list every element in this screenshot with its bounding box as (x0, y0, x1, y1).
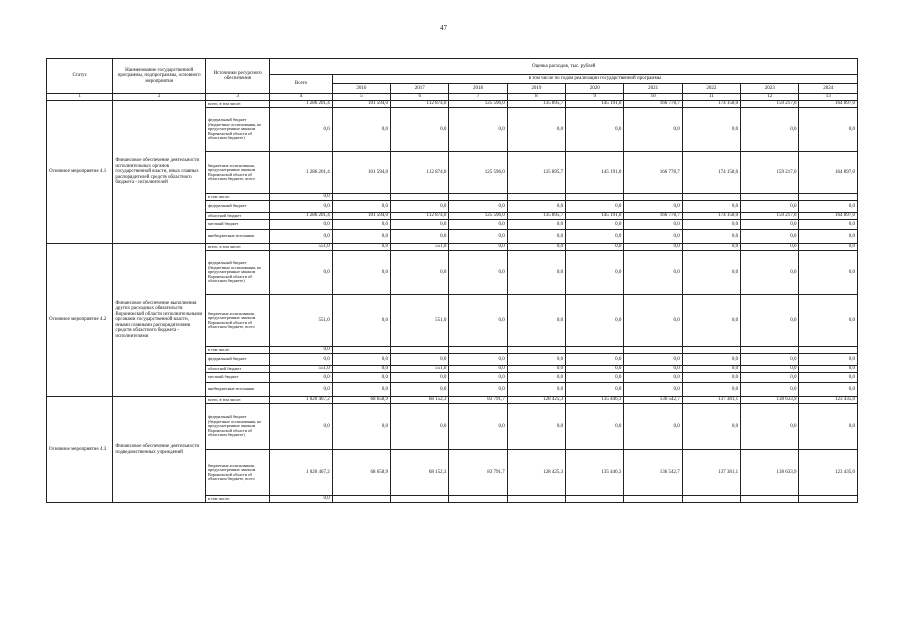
amount-year: 0,0 (507, 244, 565, 251)
amount-year: 166 778,7 (624, 152, 682, 194)
amount-year: 0,0 (624, 220, 682, 230)
amount-year: 0,0 (741, 404, 799, 450)
amount-year: 0,0 (507, 373, 565, 383)
amount-total: 0,0 (270, 201, 332, 213)
header-year: 2022 (682, 84, 740, 94)
amount-year: 135 895,7 (507, 213, 565, 220)
header-estimate: Оценка расходов, тыс. рублей (270, 59, 858, 75)
amount-year: 166 778,7 (624, 101, 682, 108)
table-row (47, 101, 858, 108)
amount-year: 166 778,7 (624, 213, 682, 220)
amount-year: 0,0 (741, 295, 799, 347)
amount-year (391, 194, 449, 201)
amount-year (332, 496, 390, 503)
amount-year: 0,0 (566, 383, 624, 397)
amount-year: 138 633,9 (741, 397, 799, 404)
amount-year: 0,0 (741, 230, 799, 244)
amount-year: 551,0 (391, 366, 449, 373)
amount-year: 0,0 (682, 251, 740, 295)
funding-source: бюджетные ассигнования, предусмотренные законом Воронежской области об областном бюджете, всего (205, 450, 269, 496)
amount-year: 0,0 (566, 404, 624, 450)
amount-year: 0,0 (741, 108, 799, 152)
amount-year: 68 152,3 (391, 450, 449, 496)
amount-year: 0,0 (682, 354, 740, 366)
amount-total: 0,0 (270, 347, 332, 354)
amount-year: 0,0 (566, 295, 624, 347)
amount-year: 123 435,0 (799, 450, 858, 496)
amount-year (332, 347, 390, 354)
budget-body (47, 101, 858, 503)
amount-year: 0,0 (391, 220, 449, 230)
amount-total: 0,0 (270, 354, 332, 366)
amount-year: 0,0 (391, 201, 449, 213)
amount-year (507, 496, 565, 503)
table-row (47, 244, 858, 251)
amount-year (682, 347, 740, 354)
amount-year: 0,0 (682, 201, 740, 213)
amount-year: 174 158,0 (682, 101, 740, 108)
amount-year: 164 897,0 (799, 152, 858, 194)
amount-year: 0,0 (449, 404, 507, 450)
column-number: 8 (507, 94, 565, 101)
amount-year: 0,0 (682, 108, 740, 152)
column-number: 6 (391, 94, 449, 101)
amount-year: 0,0 (624, 366, 682, 373)
amount-year: 145 191,0 (566, 213, 624, 220)
amount-year: 0,0 (566, 244, 624, 251)
amount-year: 135 446,3 (566, 450, 624, 496)
amount-year: 0,0 (507, 295, 565, 347)
amount-year: 0,0 (332, 295, 390, 347)
amount-year: 0,0 (741, 383, 799, 397)
amount-year: 0,0 (507, 108, 565, 152)
funding-source: областной бюджет (205, 366, 269, 373)
amount-year: 0,0 (391, 354, 449, 366)
amount-year: 0,0 (332, 383, 390, 397)
amount-year: 0,0 (624, 230, 682, 244)
header-year: 2020 (566, 84, 624, 94)
amount-year: 0,0 (332, 251, 390, 295)
funding-source: федеральный бюджет (205, 201, 269, 213)
amount-year (449, 347, 507, 354)
amount-year (449, 496, 507, 503)
header-year: 2018 (449, 84, 507, 94)
amount-year: 0,0 (799, 108, 858, 152)
amount-year (741, 496, 799, 503)
header-year: 2016 (332, 84, 390, 94)
amount-year (391, 347, 449, 354)
amount-year: 0,0 (799, 366, 858, 373)
funding-source: местный бюджет (205, 373, 269, 383)
funding-source: федеральный бюджет (бюджетные ассигнования, не предусмотренные законом Воронежской области об областном бюджете) (205, 108, 269, 152)
amount-year: 0,0 (332, 230, 390, 244)
header-status: Статус (47, 59, 113, 94)
amount-total: 0,0 (270, 230, 332, 244)
amount-year: 0,0 (332, 373, 390, 383)
funding-source: в том числе: (205, 194, 269, 201)
amount-year: 0,0 (799, 404, 858, 450)
header-year: 2023 (741, 84, 799, 94)
amount-year (799, 347, 858, 354)
amount-year: 0,0 (566, 366, 624, 373)
amount-year: 0,0 (507, 383, 565, 397)
amount-year (566, 496, 624, 503)
amount-year: 0,0 (799, 220, 858, 230)
amount-year: 0,0 (682, 404, 740, 450)
amount-year: 0,0 (507, 354, 565, 366)
amount-year: 0,0 (741, 201, 799, 213)
header-year: 2017 (391, 84, 449, 94)
amount-year: 135 895,7 (507, 101, 565, 108)
column-number: 10 (624, 94, 682, 101)
column-number: 5 (332, 94, 390, 101)
header-by-years: в том числе по годам реализации государственной программы (332, 75, 857, 84)
amount-year: 0,0 (332, 366, 390, 373)
amount-year: 128 425,3 (507, 450, 565, 496)
amount-year: 0,0 (391, 383, 449, 397)
amount-year: 0,0 (332, 108, 390, 152)
section-status: Основное мероприятие 4.2 (47, 244, 113, 397)
amount-year: 0,0 (799, 354, 858, 366)
amount-year: 112 874,0 (391, 152, 449, 194)
amount-year: 0,0 (741, 366, 799, 373)
column-number: 2 (113, 94, 206, 101)
amount-year: 0,0 (332, 404, 390, 450)
amount-year: 0,0 (449, 373, 507, 383)
amount-total: 551,0 (270, 244, 332, 251)
amount-year: 0,0 (449, 383, 507, 397)
amount-year: 0,0 (507, 220, 565, 230)
header-total: Всего (270, 75, 332, 94)
amount-year: 0,0 (799, 244, 858, 251)
amount-year: 136 542,7 (624, 397, 682, 404)
amount-year: 0,0 (449, 230, 507, 244)
amount-year: 112 874,0 (391, 213, 449, 220)
amount-year: 0,0 (449, 220, 507, 230)
amount-year (682, 496, 740, 503)
amount-year: 0,0 (799, 230, 858, 244)
amount-year: 0,0 (624, 108, 682, 152)
column-number: 9 (566, 94, 624, 101)
funding-source: местный бюджет (205, 220, 269, 230)
amount-year: 0,0 (682, 366, 740, 373)
amount-year: 0,0 (507, 366, 565, 373)
amount-total: 1 286 201,4 (270, 152, 332, 194)
funding-source: внебюджетные источники (205, 383, 269, 397)
amount-year: 0,0 (682, 244, 740, 251)
amount-year: 0,0 (449, 251, 507, 295)
amount-year: 159 217,0 (741, 213, 799, 220)
column-number: 13 (799, 94, 858, 101)
amount-year: 0,0 (566, 251, 624, 295)
amount-year (566, 347, 624, 354)
amount-total: 0,0 (270, 108, 332, 152)
amount-total: 1 020 467,2 (270, 450, 332, 496)
amount-year: 125 596,0 (449, 152, 507, 194)
amount-year: 68 152,3 (391, 397, 449, 404)
funding-source: всего, в том числе: (205, 397, 269, 404)
amount-total: 0,0 (270, 194, 332, 201)
column-number: 1 (47, 94, 113, 101)
funding-source: всего, в том числе: (205, 101, 269, 108)
column-number: 11 (682, 94, 740, 101)
amount-year: 137 381,1 (682, 450, 740, 496)
amount-total: 0,0 (270, 383, 332, 397)
amount-total: 551,0 (270, 366, 332, 373)
column-number: 3 (205, 94, 269, 101)
amount-year: 135 895,7 (507, 152, 565, 194)
amount-year: 164 897,0 (799, 101, 858, 108)
amount-year: 0,0 (624, 244, 682, 251)
amount-year: 0,0 (507, 404, 565, 450)
amount-year: 0,0 (566, 354, 624, 366)
amount-year: 145 191,0 (566, 101, 624, 108)
amount-year: 0,0 (391, 230, 449, 244)
amount-year: 0,0 (741, 220, 799, 230)
funding-source: федеральный бюджет (бюджетные ассигнования, не предусмотренные законом Воронежской области об областном бюджете) (205, 251, 269, 295)
amount-year (566, 194, 624, 201)
amount-year: 0,0 (799, 251, 858, 295)
amount-year: 0,0 (682, 230, 740, 244)
section-name: Финансовое обеспечение деятельности исполнительных органов государственной власти, иных главных распорядителей средств областного бюджета - исполнителей (113, 101, 206, 244)
amount-total: 1 286 201,4 (270, 101, 332, 108)
amount-total: 0,0 (270, 496, 332, 503)
amount-year: 0,0 (449, 354, 507, 366)
amount-year: 0,0 (332, 244, 390, 251)
section-status: Основное мероприятие 4.1 (47, 101, 113, 244)
amount-year: 128 425,3 (507, 397, 565, 404)
amount-year (449, 194, 507, 201)
amount-year: 0,0 (391, 108, 449, 152)
amount-year: 145 191,0 (566, 152, 624, 194)
amount-year: 0,0 (799, 373, 858, 383)
amount-year (741, 347, 799, 354)
amount-year: 0,0 (566, 201, 624, 213)
amount-total: 0,0 (270, 220, 332, 230)
amount-year: 0,0 (624, 404, 682, 450)
amount-year (682, 194, 740, 201)
header-year: 2019 (507, 84, 565, 94)
amount-year: 0,0 (332, 354, 390, 366)
section-name: Финансовое обеспечение деятельности подведомственных учреждений (113, 397, 206, 503)
amount-year: 0,0 (624, 383, 682, 397)
amount-year: 0,0 (799, 295, 858, 347)
amount-year: 0,0 (566, 230, 624, 244)
amount-year: 68 658,9 (332, 397, 390, 404)
amount-year: 0,0 (449, 295, 507, 347)
amount-year: 0,0 (449, 201, 507, 213)
amount-year: 83 791,7 (449, 450, 507, 496)
amount-year: 68 658,9 (332, 450, 390, 496)
amount-year: 0,0 (624, 251, 682, 295)
amount-year: 101 594,0 (332, 101, 390, 108)
amount-year (799, 496, 858, 503)
column-number: 7 (449, 94, 507, 101)
amount-year: 0,0 (741, 244, 799, 251)
amount-year: 136 542,7 (624, 450, 682, 496)
budget-table (46, 58, 858, 503)
amount-year: 0,0 (566, 108, 624, 152)
amount-year: 551,0 (391, 244, 449, 251)
amount-total: 0,0 (270, 373, 332, 383)
amount-year: 159 217,0 (741, 152, 799, 194)
amount-year (332, 194, 390, 201)
amount-year: 0,0 (507, 230, 565, 244)
funding-source: внебюджетные источники (205, 230, 269, 244)
amount-total: 0,0 (270, 251, 332, 295)
header-year: 2021 (624, 84, 682, 94)
amount-year: 83 791,7 (449, 397, 507, 404)
amount-year: 0,0 (741, 354, 799, 366)
amount-year: 0,0 (391, 404, 449, 450)
section-status: Основное мероприятие 4.3 (47, 397, 113, 503)
page-number: 47 (440, 24, 447, 32)
funding-source: в том числе: (205, 496, 269, 503)
amount-year: 0,0 (449, 244, 507, 251)
amount-year: 551,0 (391, 295, 449, 347)
amount-year: 101 594,0 (332, 152, 390, 194)
section-name: Финансовое обеспечение выполнения других расходных обязательств Воронежской области исполнительными органами государственной власти, иными главными распорядителями средств областного бюджета - исполнителями (113, 244, 206, 397)
amount-year: 135 446,3 (566, 397, 624, 404)
amount-year: 174 158,0 (682, 213, 740, 220)
amount-year (799, 194, 858, 201)
amount-year: 0,0 (624, 373, 682, 383)
amount-year: 138 633,9 (741, 450, 799, 496)
amount-year: 159 217,0 (741, 101, 799, 108)
funding-source: бюджетные ассигнования, предусмотренные законом Воронежской области об областном бюджете, всего (205, 152, 269, 194)
amount-year (507, 347, 565, 354)
amount-year: 0,0 (624, 354, 682, 366)
amount-year: 0,0 (391, 373, 449, 383)
funding-source: бюджетные ассигнования, предусмотренные законом Воронежской области об областном бюджете, всего (205, 295, 269, 347)
amount-year: 123 435,0 (799, 397, 858, 404)
amount-year: 0,0 (566, 220, 624, 230)
amount-year: 125 596,0 (449, 213, 507, 220)
amount-year (741, 194, 799, 201)
amount-total: 551,0 (270, 295, 332, 347)
amount-year: 0,0 (799, 201, 858, 213)
amount-year: 0,0 (624, 201, 682, 213)
amount-year: 0,0 (741, 373, 799, 383)
funding-source: областной бюджет (205, 213, 269, 220)
amount-total: 1 286 201,4 (270, 213, 332, 220)
amount-year: 0,0 (332, 220, 390, 230)
amount-year: 0,0 (799, 383, 858, 397)
amount-year: 174 158,0 (682, 152, 740, 194)
amount-year: 0,0 (682, 295, 740, 347)
column-number: 12 (741, 94, 799, 101)
amount-year: 112 874,0 (391, 101, 449, 108)
amount-year: 137 381,1 (682, 397, 740, 404)
amount-year (391, 496, 449, 503)
amount-total: 0,0 (270, 404, 332, 450)
amount-year (507, 194, 565, 201)
amount-year: 0,0 (624, 295, 682, 347)
column-number: 4 (270, 94, 332, 101)
amount-year (624, 496, 682, 503)
amount-year (624, 347, 682, 354)
amount-year: 0,0 (507, 251, 565, 295)
amount-year: 0,0 (682, 220, 740, 230)
header-name: Наименование государственной программы, подпрограммы, основного мероприятия (113, 59, 206, 94)
amount-year (624, 194, 682, 201)
amount-year: 0,0 (507, 201, 565, 213)
amount-year: 125 596,0 (449, 101, 507, 108)
header-source: Источники ресурсного обеспечения (205, 59, 269, 94)
amount-year: 0,0 (741, 251, 799, 295)
funding-source: федеральный бюджет (205, 354, 269, 366)
amount-total: 1 020 467,2 (270, 397, 332, 404)
amount-year: 164 897,0 (799, 213, 858, 220)
table-row (47, 397, 858, 404)
amount-year: 101 594,0 (332, 213, 390, 220)
funding-source: федеральный бюджет (бюджетные ассигнования, не предусмотренные законом Воронежской области об областном бюджете) (205, 404, 269, 450)
amount-year: 0,0 (391, 251, 449, 295)
amount-year: 0,0 (332, 201, 390, 213)
amount-year: 0,0 (566, 373, 624, 383)
amount-year: 0,0 (682, 373, 740, 383)
funding-source: всего, в том числе: (205, 244, 269, 251)
amount-year: 0,0 (449, 366, 507, 373)
header-year: 2024 (799, 84, 858, 94)
amount-year: 0,0 (682, 383, 740, 397)
amount-year: 0,0 (449, 108, 507, 152)
funding-source: в том числе: (205, 347, 269, 354)
